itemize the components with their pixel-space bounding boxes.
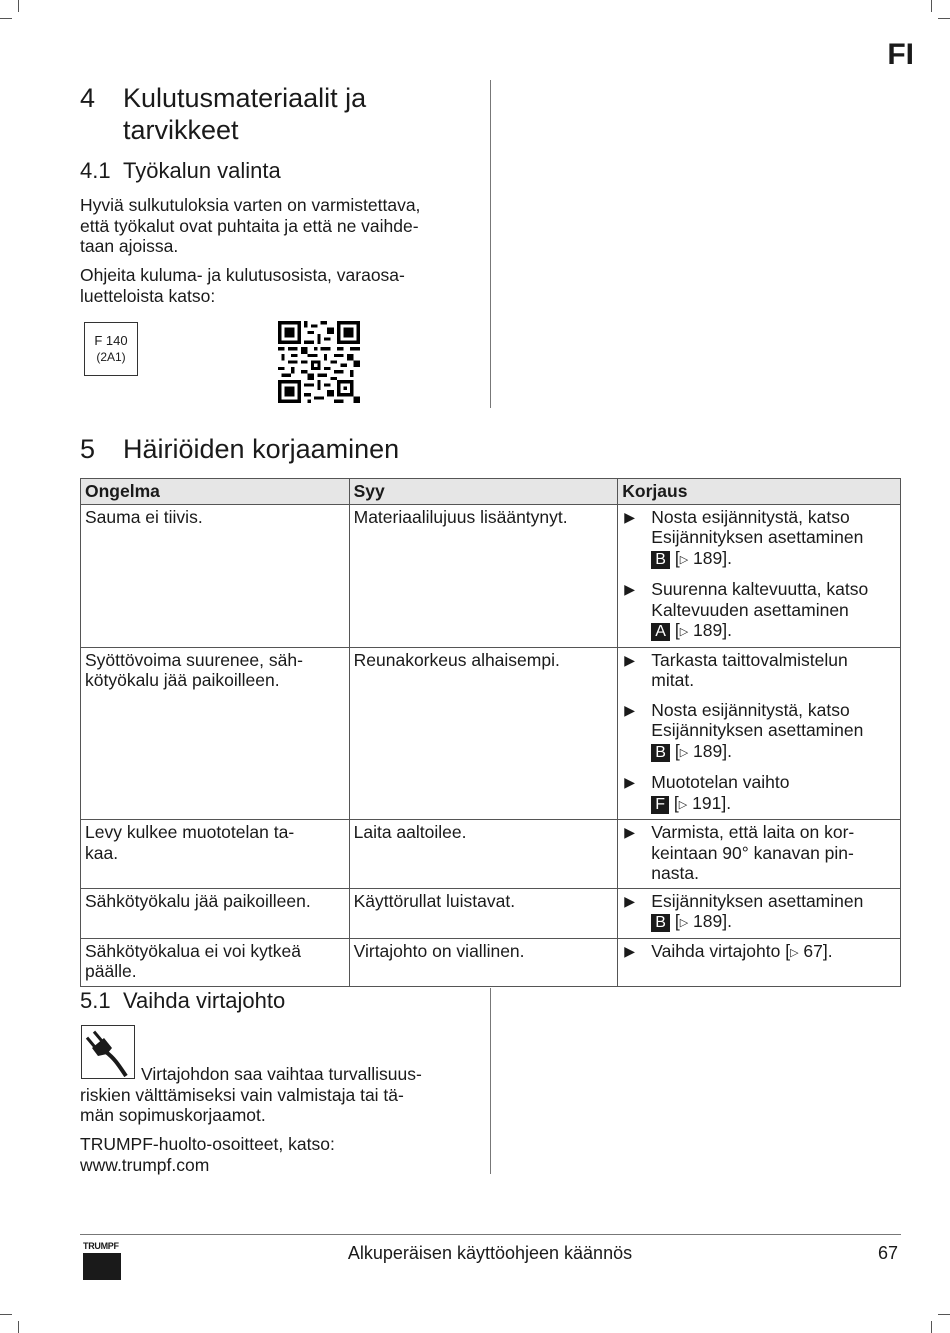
cell-text-line: Materiaalilujuus lisääntynyt. [353, 506, 568, 527]
section-number: 4 [80, 83, 96, 113]
fix-text-line: Varmista, että laita on kor- [651, 822, 855, 842]
bullet-triangle-icon: ▶ [624, 892, 636, 909]
cell-text-line: Virtajohto on viallinen. [353, 940, 525, 961]
bullet-triangle-icon: ▶ [624, 651, 636, 668]
fix-text-line: Nosta esijännitystä, katso [651, 506, 850, 527]
page-reference-link[interactable]: A [▷ 189]. [651, 620, 896, 643]
cell-text-line: Käyttörullat luistavat. [353, 890, 516, 911]
crop-mark [931, 0, 932, 12]
bullet-triangle-icon: ▶ [624, 701, 636, 718]
fix-item [622, 579, 896, 643]
cell-text-line: Sähkötyökalua ei voi kytkeä [85, 940, 301, 961]
table-row [81, 938, 901, 986]
subsection-title: Vaihda virtajohto [123, 988, 286, 1013]
cause-cell [349, 888, 618, 938]
crop-mark [0, 1314, 12, 1315]
page-reference-link[interactable]: F [▷ 191]. [651, 793, 896, 816]
figure-badge: B [651, 914, 670, 932]
crop-mark [938, 18, 950, 19]
text-line: män sopimuskorjaamot. [80, 1105, 266, 1125]
column-divider [490, 80, 491, 408]
reference-arrow-icon: ▷ [679, 917, 689, 929]
cause-cell [349, 820, 618, 889]
bullet-triangle-icon: ▶ [624, 581, 636, 597]
fix-cell [618, 504, 901, 647]
reference-arrow-icon: ▷ [679, 553, 689, 566]
paragraph [80, 265, 480, 306]
problem-cell [81, 820, 350, 889]
section-title: Häiriöiden korjaaminen [123, 434, 400, 464]
bullet-triangle-icon: ▶ [624, 824, 636, 840]
section-title: Kulutusmateriaalit ja [123, 83, 367, 113]
trumpf-logo [83, 1253, 121, 1280]
page-number: 67 [877, 1243, 898, 1263]
section-5-heading [80, 433, 880, 465]
subsection-number: 5.1 [80, 988, 111, 1013]
fix-item [622, 700, 896, 764]
problem-cell [81, 938, 350, 986]
table-row [81, 647, 901, 820]
text-line: TRUMPF-huolto-osoitteet, katso: [80, 1134, 335, 1154]
text-line: Hyviä sulkutuloksia varten on varmistettava, [80, 195, 421, 215]
section-title: tarvikkeet [123, 115, 239, 145]
crop-mark [18, 0, 19, 12]
crop-mark [18, 1321, 19, 1333]
reference-page: 189 [693, 620, 723, 640]
reference-page: 191 [692, 792, 722, 813]
figure-badge: F [651, 796, 669, 814]
text-line: Ohjeita kuluma- ja kulutusosista, varaosa- [80, 265, 405, 285]
code-subtext: (2A1) [96, 350, 126, 364]
fix-text-line: Esijännityksen asettaminen [651, 890, 864, 911]
text-line: taan ajoissa. [80, 236, 179, 256]
section-4-1-heading [80, 158, 480, 184]
paragraph [80, 1064, 490, 1126]
figure-badge: B [651, 744, 670, 762]
page-reference-link[interactable]: B [▷ 189]. [651, 911, 896, 934]
crop-mark [931, 1321, 932, 1333]
figure-badge: B [651, 551, 670, 569]
cause-cell [349, 504, 618, 647]
reference-arrow-icon: ▷ [678, 798, 688, 811]
cell-text-line: Levy kulkee muototelan ta- [85, 822, 295, 842]
subsection-title: Työkalun valinta [123, 158, 281, 183]
code-text: F 140 [94, 333, 128, 348]
bullet-triangle-icon: ▶ [624, 942, 636, 959]
fix-item [622, 650, 896, 691]
fix-text-line: Kaltevuuden asettaminen [651, 599, 849, 620]
bullet-triangle-icon: ▶ [624, 508, 636, 525]
problem-cell [81, 504, 350, 647]
fix-text-line: mitat. [651, 670, 695, 690]
paragraph [80, 1134, 490, 1175]
fix-text: Vaihda virtajohto [651, 940, 781, 961]
fix-text-line: Tarkasta taittovalmistelun [651, 649, 848, 670]
cell-text-line: kaa. [85, 842, 119, 863]
page-reference-link[interactable]: B [▷ 189]. [651, 548, 896, 571]
table-row [81, 820, 901, 889]
fix-cell [618, 938, 901, 986]
table-header-row [81, 479, 901, 505]
trumpf-logo-text: TRUMPF [83, 1241, 119, 1251]
fix-text-line: nasta. [651, 863, 699, 883]
fix-item [622, 822, 896, 884]
fix-cell [618, 820, 901, 889]
crop-mark [938, 1314, 950, 1315]
table-row [81, 888, 901, 938]
section-5-1-heading [80, 988, 480, 1014]
cause-cell [349, 938, 618, 986]
problem-cell [81, 647, 350, 820]
website-link[interactable]: www.trumpf.com [80, 1154, 210, 1175]
column-header-problem: Ongelma [81, 479, 350, 505]
fix-text-line: Esijännityksen asettaminen [651, 720, 864, 740]
reference-page: 67 [803, 940, 823, 961]
subsection-number: 4.1 [80, 158, 111, 183]
text-line: Virtajohdon saa vaihtaa turvallisuus- [141, 1064, 422, 1084]
crop-mark [0, 18, 12, 19]
section-4-heading [80, 82, 480, 146]
fix-text-line: keintaan 90° kanavan pin- [651, 842, 854, 863]
fix-item [622, 891, 896, 934]
troubleshooting-table [80, 478, 901, 987]
column-header-cause: Syy [349, 479, 618, 505]
column-divider [490, 988, 491, 1174]
cell-text-line: Syöttövoima suurenee, säh- [85, 649, 303, 670]
footer-title: Alkuperäisen käyttöohjeen käännös [347, 1243, 633, 1263]
footer-divider [80, 1234, 901, 1235]
fix-text-line: Suurenna kaltevuutta, katso [651, 579, 869, 599]
reference-page: 189 [693, 911, 723, 931]
qr-code-icon[interactable] [278, 321, 360, 403]
text-line: luetteloista katso: [80, 285, 216, 306]
fix-text-line: Muototelan vaihto [651, 772, 790, 792]
table-row [81, 504, 901, 647]
cell-text-line: Sähkötyökalu jää paikoilleen. [85, 890, 311, 911]
fix-cell [618, 647, 901, 820]
cell-text-line: päälle. [85, 961, 137, 981]
cell-text-line: Reunakorkeus alhaisempi. [353, 649, 560, 670]
cell-text-line: Sauma ei tiivis. [85, 506, 203, 527]
bullet-triangle-icon: ▶ [624, 774, 636, 790]
cause-cell [349, 647, 618, 820]
language-tag: FI [887, 38, 914, 71]
fix-item [622, 772, 896, 815]
cell-text-line: Laita aaltoilee. [353, 822, 467, 842]
text-line: riskien välttämiseksi vain valmistaja tai tä- [80, 1084, 404, 1105]
fix-text-line: Nosta esijännitystä, katso [651, 699, 850, 720]
spare-part-code-box [84, 322, 138, 376]
reference-page: 189 [693, 547, 723, 568]
text-line: että työkalut ovat puhtaita ja että ne vaihde- [80, 215, 419, 236]
figure-badge: A [651, 623, 670, 641]
problem-cell [81, 888, 350, 938]
fix-cell [618, 888, 901, 938]
reference-page: 189 [693, 740, 723, 761]
section-number: 5 [80, 434, 96, 464]
cell-text-line: kötyökalu jää paikoilleen. [85, 670, 280, 690]
reference-arrow-icon: ▷ [790, 946, 799, 959]
fix-text-line: Esijännityksen asettaminen [651, 527, 864, 547]
fix-item [622, 941, 896, 964]
page-reference-link[interactable]: [▷ 67]. [780, 940, 833, 961]
fix-item [622, 507, 896, 571]
reference-arrow-icon: ▷ [679, 626, 689, 638]
reference-arrow-icon: ▷ [679, 746, 689, 759]
column-header-fix: Korjaus [618, 479, 901, 505]
paragraph [80, 195, 480, 257]
page-reference-link[interactable]: B [▷ 189]. [651, 741, 896, 764]
